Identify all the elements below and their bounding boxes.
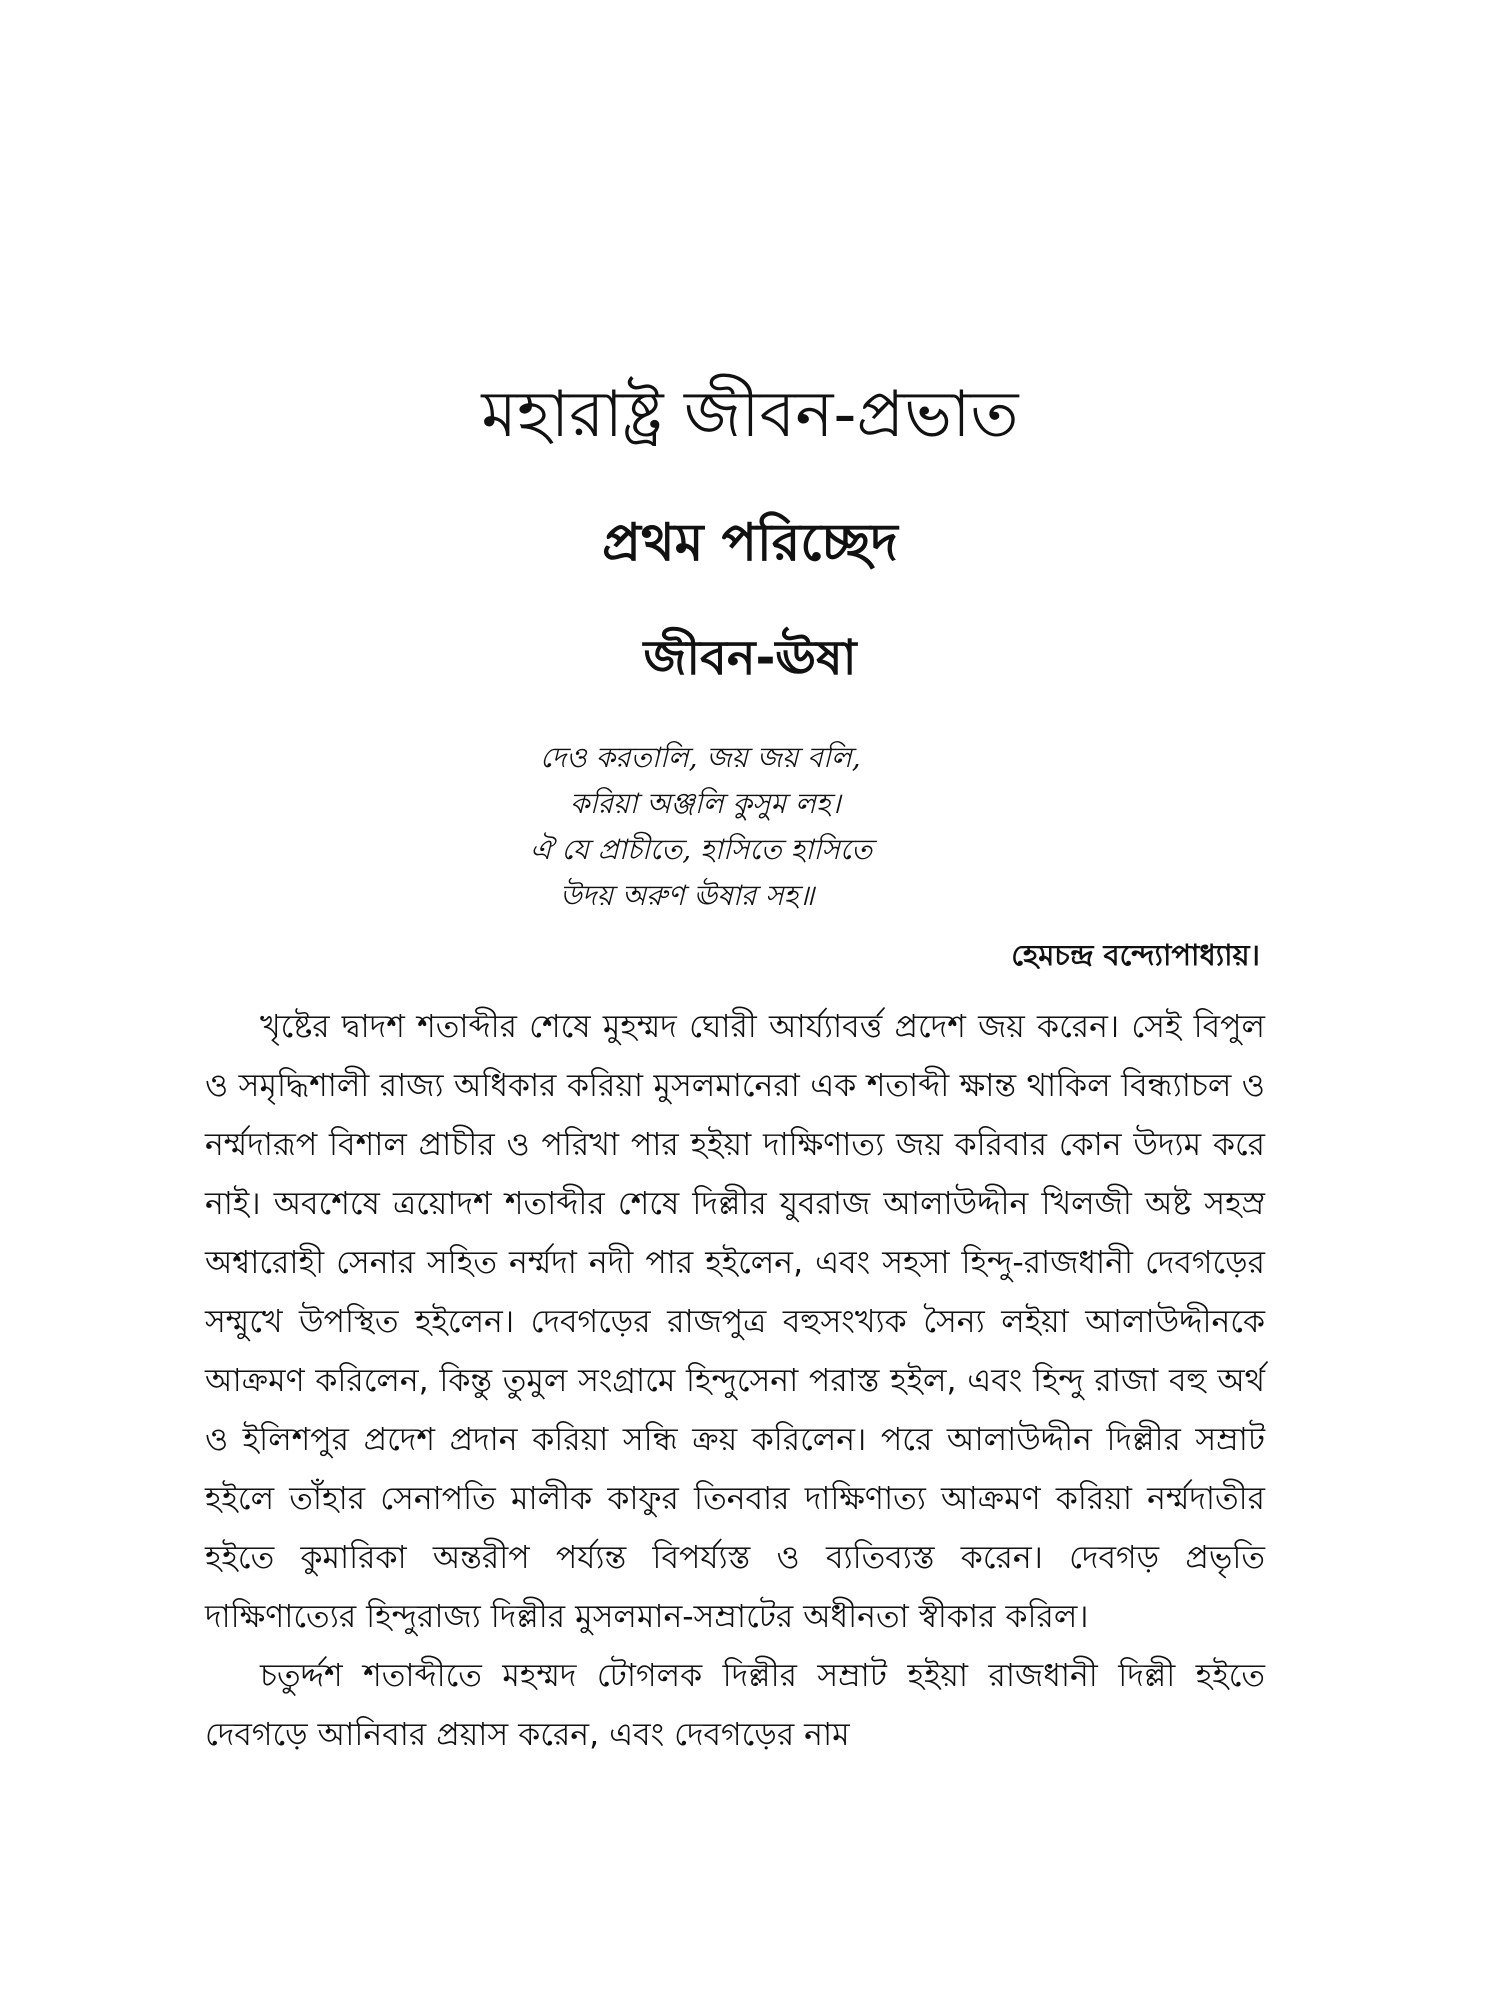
epigraph-line: করিয়া অঞ্জলি কুসুম লহ। (570, 787, 841, 820)
epigraph-attribution: হেমচন্দ্র বন্দ্যোপাধ্যায়। (1011, 938, 1260, 972)
paragraph: চতুর্দ্দশ শতাব্দীতে মহম্মদ টোগলক দিল্লীর সম্রাট হইয়া রাজধানী দিল্লী হইতে দেবগড়ে আনিবার প্রয়াস করেন, এবং দেবগড়ের নাম (205, 1658, 1265, 1753)
epigraph-line: উদয় অরুণ ঊষার সহ॥ (560, 879, 815, 912)
epigraph-line: ঐ যে প্রাচীতে, হাসিতে হাসিতে (530, 833, 873, 866)
epigraph-verse (500, 735, 1060, 919)
body-text (205, 998, 1265, 1765)
chapter-number: প্রথম পরিচ্ছেদ (602, 513, 898, 573)
chapter-title: জীবন-ঊষা (643, 630, 857, 686)
paragraph: খৃষ্টের দ্বাদশ শতাব্দীর শেষে মুহম্মদ ঘোরী আর্য্যাবর্ত্ত প্রদেশ জয় করেন। সেই বিপুল ও সমৃদ্ধিশালী রাজ্য অধিকার করিয়া মুসলমানেরা এক শতাব্দী ক্ষান্ত থাকিল বিন্ধ্যাচল ও নর্ম্মদারূপ বিশাল প্রাচীর ও পরিখা পার হইয়া দাক্ষিণাত্য জয় করিবার কোন উদ্যম করে নাই। অবশেষে ত্রয়োদশ শতাব্দীর শেষে দিল্লীর যুবরাজ আলাউদ্দীন খিলজী অষ্ট সহস্র অশ্বারোহী সেনার সহিত নর্ম্মদা নদী পার হইলেন, এবং সহসা হিন্দু-রাজধানী দেবগড়ের সম্মুখে উপস্থিত হইলেন। দেবগড়ের রাজপুত্র বহুসংখ্যক সৈন্য লইয়া আলাউদ্দীনকে আক্রমণ করিলেন, কিন্তু তুমুল সংগ্রামে হিন্দুসেনা পরাস্ত হইল, এবং হিন্দু রাজা বহু অর্থ ও ইলিশপুর প্রদেশ প্রদান করিয়া সন্ধি ক্রয় করিলেন। পরে আলাউদ্দীন দিল্লীর সম্রাট হইলে তাঁহার সেনাপতি মালীক কাফুর তিনবার দাক্ষিণাত্য আক্রমণ করিয়া নর্ম্মদাতীর হইতে কুমারিকা অন্তরীপ পর্য্যন্ত বিপর্য্যস্ত ও ব্যতিব্যস্ত করেন। দেবগড় প্রভৃতি দাক্ষিণাত্যের হিন্দুরাজ্য দিল্লীর মুসলমান-সম্রাটের অধীনতা স্বীকার করিল। (205, 1009, 1265, 1635)
epigraph-line: দেও করতালি, জয় জয় বলি, (540, 741, 861, 774)
book-title: মহারাষ্ট্র জীবন-প্রভাত (481, 378, 1019, 452)
